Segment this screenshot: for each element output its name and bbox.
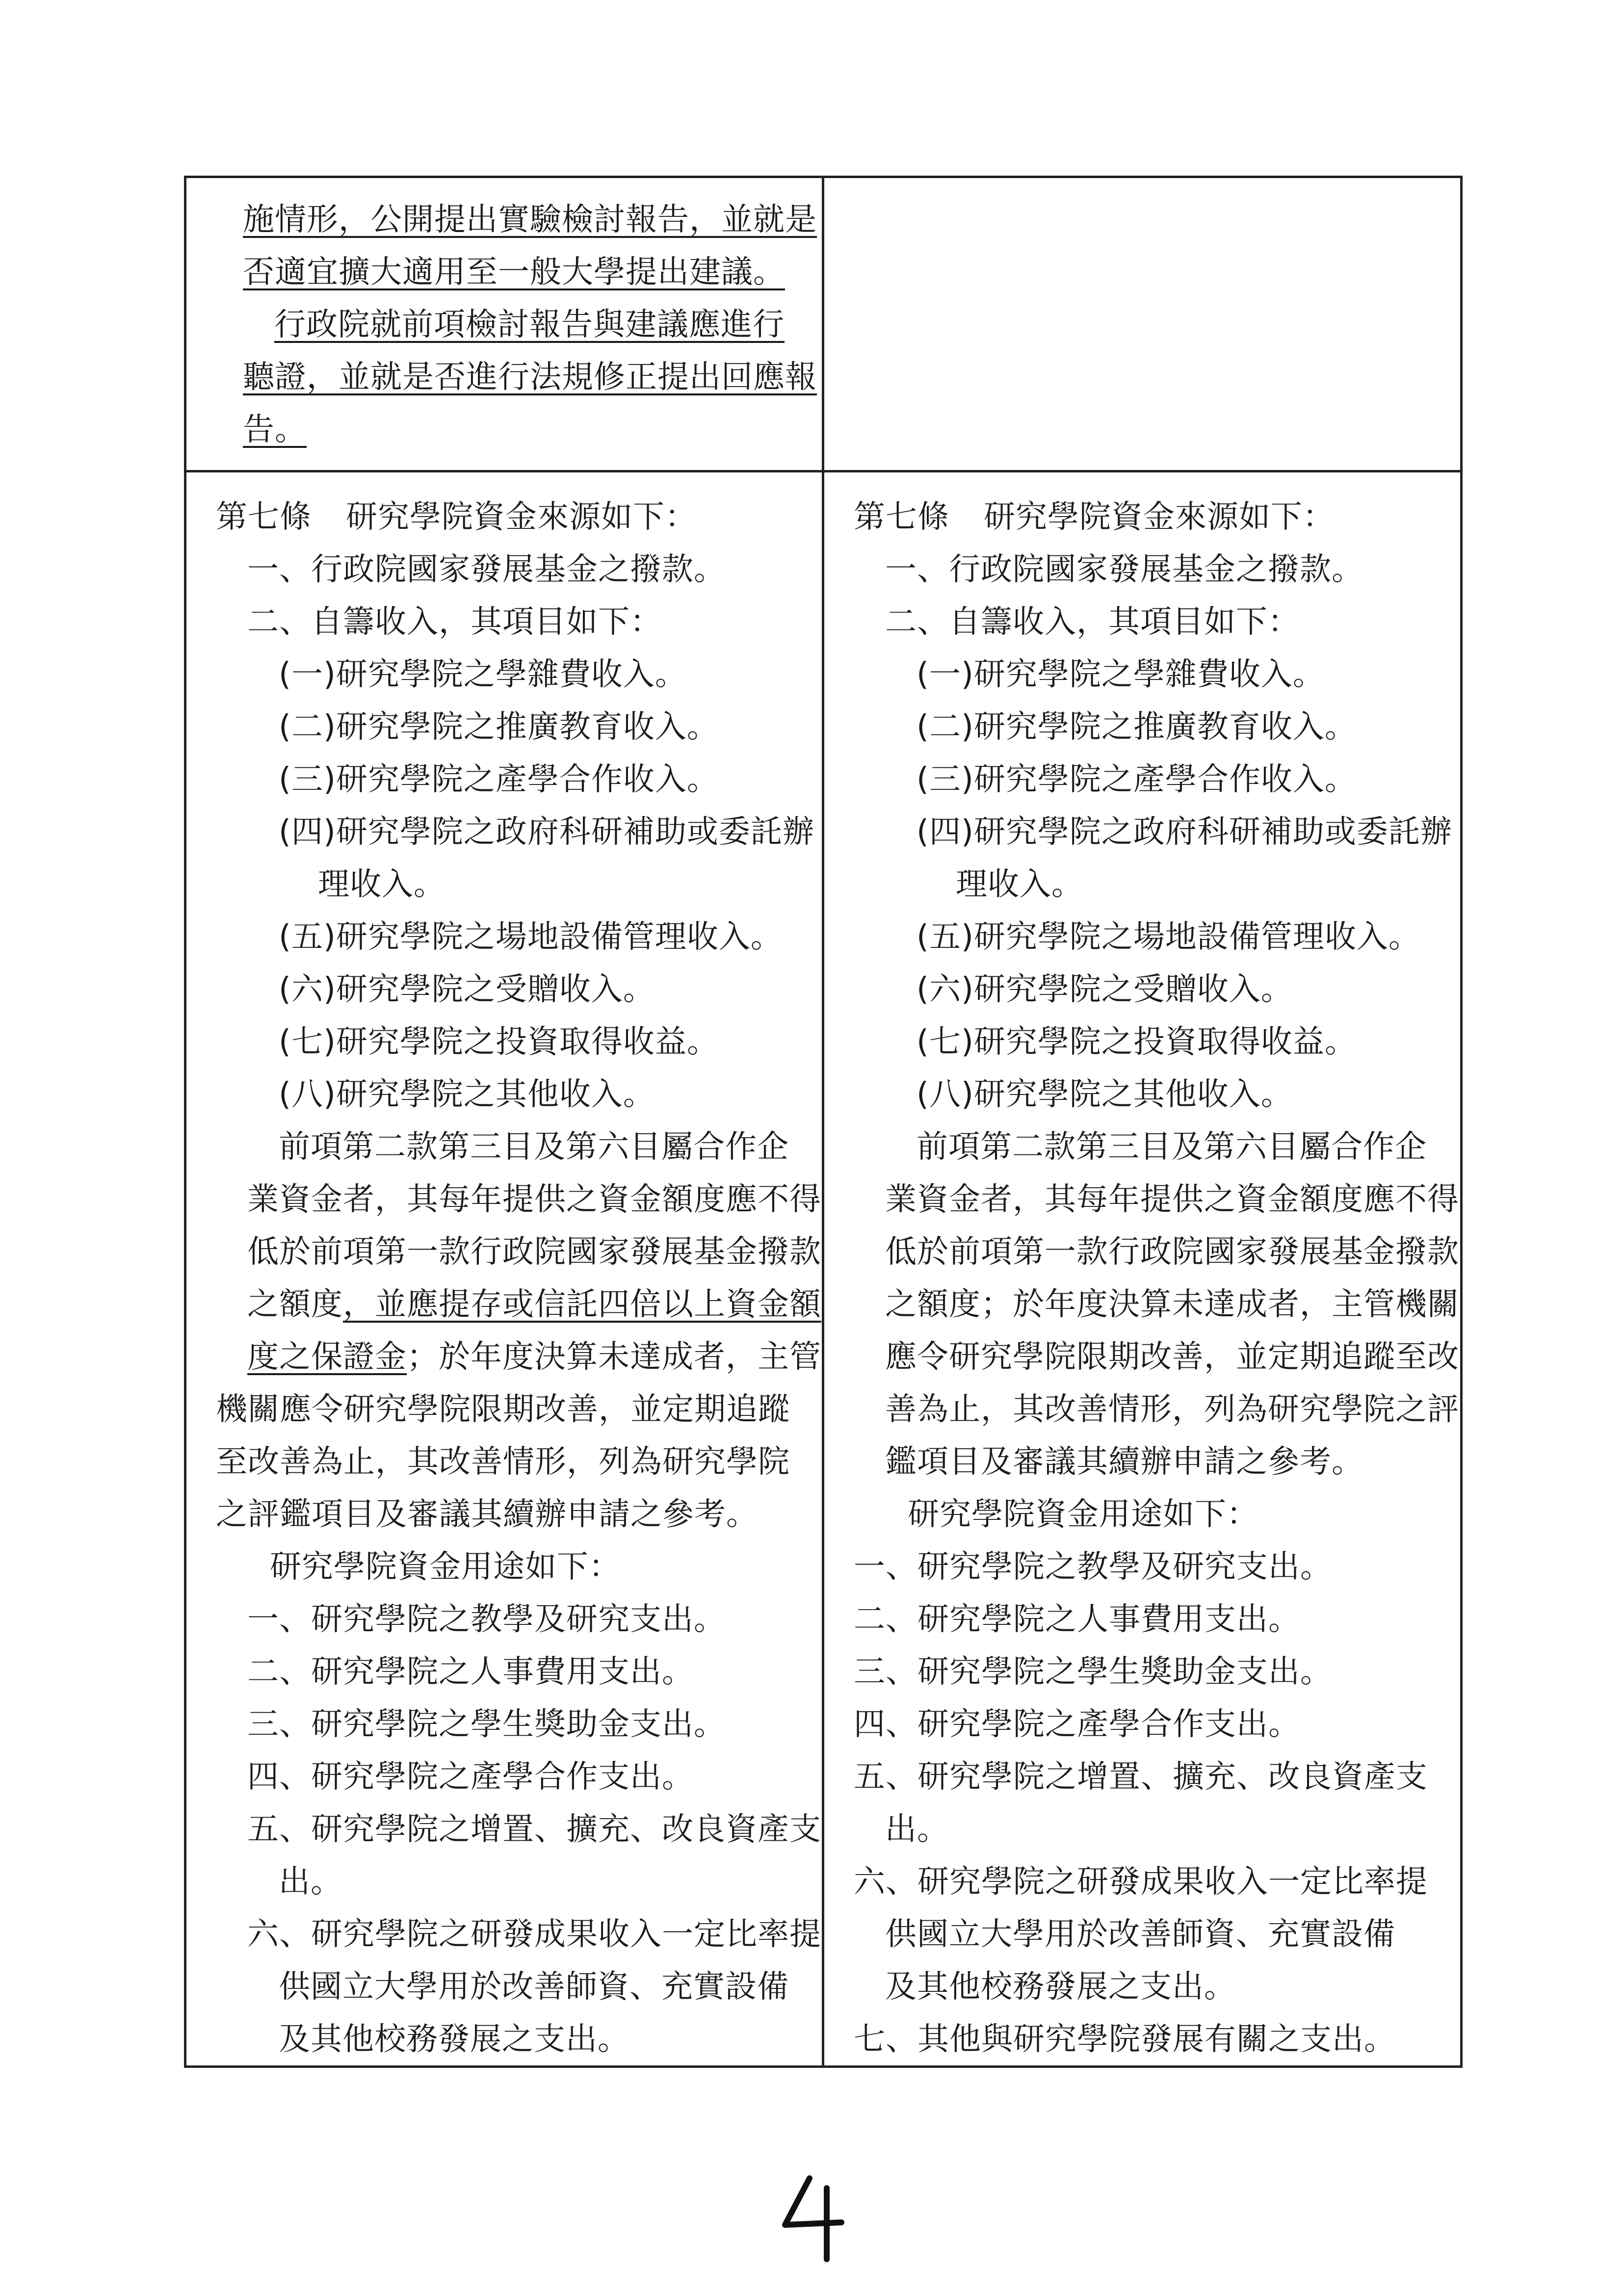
paragraph-line: 業資金者，其每年提供之資金額度應不得 bbox=[247, 1181, 821, 1218]
paragraph-line bbox=[243, 246, 783, 299]
list-item: 五、研究學院之增置、擴充、改良資產支 bbox=[247, 1811, 821, 1848]
list-item: (八)研究學院之其他收入。 bbox=[279, 1076, 655, 1113]
amended-text: 聽證，並就是否進行法規修正提出回應報 bbox=[243, 359, 817, 395]
list-item: 理收入。 bbox=[956, 866, 1083, 903]
list-item: (六)研究學院之受贈收入。 bbox=[279, 971, 655, 1008]
paragraph-line bbox=[243, 194, 817, 246]
comparison-table bbox=[184, 176, 1463, 2068]
list-item: (一)研究學院之學雜費收入。 bbox=[279, 656, 687, 693]
list-item: (五)研究學院之場地設備管理收入。 bbox=[279, 919, 783, 955]
amended-text: 施情形，公開提出實驗檢討報告，並就是 bbox=[243, 202, 817, 238]
list-item: 出。 bbox=[279, 1864, 342, 1900]
list-item: 及其他校務發展之支出。 bbox=[885, 1969, 1236, 2005]
article-7-amended bbox=[186, 472, 822, 2065]
table-cell-amended bbox=[185, 177, 823, 471]
paragraph-line: 應令研究學院限期改善，並定期追蹤至改 bbox=[885, 1339, 1459, 1375]
paragraph-line: 業資金者，其每年提供之資金額度應不得 bbox=[885, 1181, 1459, 1218]
text-span: ；於年度決算未達成者，主管 bbox=[407, 1339, 821, 1375]
list-item: (四)研究學院之政府科研補助或委託辦 bbox=[917, 814, 1452, 850]
article-7-original bbox=[824, 472, 1460, 2065]
source-item: 一、行政院國家發展基金之撥款。 bbox=[885, 551, 1363, 588]
page-number-text: 4 bbox=[775, 2168, 776, 2169]
list-item: 供國立大學用於改善師資、充實設備 bbox=[279, 1969, 789, 2005]
list-item: 六、研究學院之研發成果收入一定比率提 bbox=[247, 1916, 821, 1953]
list-item: 四、研究學院之產學合作支出。 bbox=[854, 1706, 1300, 1743]
amended-text: ，並應提存或信託四倍以上資金額 bbox=[343, 1286, 821, 1323]
amended-text: 行政院就前項檢討報告與建議應進行 bbox=[274, 307, 785, 343]
amended-text: 告。 bbox=[243, 412, 307, 448]
paragraph-line: 前項第二款第三目及第六目屬合作企 bbox=[279, 1129, 789, 1165]
table-cell-amended bbox=[185, 471, 823, 2067]
list-item: 理收入。 bbox=[318, 866, 445, 903]
list-item: (五)研究學院之場地設備管理收入。 bbox=[917, 919, 1420, 955]
paragraph-line: 低於前項第一款行政院國家發展基金撥款 bbox=[247, 1234, 821, 1270]
paragraph-line: 至改善為止，其改善情形，列為研究學院 bbox=[216, 1444, 790, 1480]
paragraph-line bbox=[243, 299, 783, 351]
table-cell-original bbox=[823, 471, 1462, 2067]
list-item: (六)研究學院之受贈收入。 bbox=[917, 971, 1293, 1008]
list-item: (七)研究學院之投資取得收益。 bbox=[917, 1024, 1357, 1060]
uses-heading: 研究學院資金用途如下： bbox=[908, 1496, 1258, 1533]
table-row bbox=[185, 471, 1462, 2067]
paragraph-line bbox=[243, 351, 817, 404]
amended-text: 度之保證金 bbox=[247, 1339, 407, 1375]
amended-text: 否適宜擴大適用至一般大學提出建議。 bbox=[243, 254, 785, 290]
list-item: 一、研究學院之教學及研究支出。 bbox=[854, 1549, 1332, 1585]
list-item: 二、研究學院之人事費用支出。 bbox=[247, 1654, 694, 1690]
paragraph-line: 善為止，其改善情形，列為研究學院之評 bbox=[885, 1391, 1459, 1428]
article-title: 研究學院資金來源如下： bbox=[984, 499, 1335, 535]
source-item: 一、行政院國家發展基金之撥款。 bbox=[247, 551, 726, 588]
list-item: 出。 bbox=[885, 1811, 949, 1848]
list-item: (八)研究學院之其他收入。 bbox=[917, 1076, 1293, 1113]
article-heading bbox=[854, 491, 1431, 544]
paragraph-line bbox=[216, 1278, 821, 1331]
table-row bbox=[185, 177, 1462, 471]
list-item: (三)研究學院之產學合作收入。 bbox=[279, 761, 719, 798]
list-item: (一)研究學院之學雜費收入。 bbox=[917, 656, 1325, 693]
list-item: 三、研究學院之學生獎助金支出。 bbox=[854, 1654, 1332, 1690]
list-item: (三)研究學院之產學合作收入。 bbox=[917, 761, 1357, 798]
paragraph-line bbox=[216, 1331, 821, 1383]
paragraph-line: 之評鑑項目及審議其續辦申請之參考。 bbox=[216, 1496, 758, 1533]
paragraph-line: 低於前項第一款行政院國家發展基金撥款 bbox=[885, 1234, 1459, 1270]
list-item: 三、研究學院之學生獎助金支出。 bbox=[247, 1706, 726, 1743]
list-item: 供國立大學用於改善師資、充實設備 bbox=[885, 1916, 1395, 1953]
source-item: 二、自籌收入，其項目如下： bbox=[885, 604, 1300, 640]
list-item: 五、研究學院之增置、擴充、改良資產支 bbox=[854, 1759, 1428, 1795]
list-item: 及其他校務發展之支出。 bbox=[279, 2021, 629, 2058]
paragraph-line: 機關應令研究學院限期改善，並定期追蹤 bbox=[216, 1391, 790, 1428]
paragraph-line: 之額度；於年度決算未達成者，主管機關 bbox=[885, 1286, 1459, 1323]
table-cell-original bbox=[823, 177, 1462, 471]
source-item: 二、自籌收入，其項目如下： bbox=[247, 604, 662, 640]
list-item: 一、研究學院之教學及研究支出。 bbox=[247, 1601, 726, 1638]
amended-text-block bbox=[186, 178, 822, 470]
page-number bbox=[775, 2168, 854, 2267]
article-number: 第七條 bbox=[854, 499, 949, 535]
list-item: (七)研究學院之投資取得收益。 bbox=[279, 1024, 719, 1060]
article-number: 第七條 bbox=[216, 499, 312, 535]
list-item: 二、研究學院之人事費用支出。 bbox=[854, 1601, 1300, 1638]
article-heading bbox=[216, 491, 792, 544]
list-item: (二)研究學院之推廣教育收入。 bbox=[917, 709, 1357, 745]
list-item: (四)研究學院之政府科研補助或委託辦 bbox=[279, 814, 814, 850]
uses-heading: 研究學院資金用途如下： bbox=[270, 1549, 621, 1585]
list-item: 四、研究學院之產學合作支出。 bbox=[247, 1759, 694, 1795]
paragraph-line: 前項第二款第三目及第六目屬合作企 bbox=[917, 1129, 1427, 1165]
list-item: 七、其他與研究學院發展有關之支出。 bbox=[854, 2021, 1396, 2058]
paragraph-line bbox=[243, 404, 783, 456]
paragraph-line: 鑑項目及審議其續辦申請之參考。 bbox=[885, 1444, 1363, 1480]
list-item: 六、研究學院之研發成果收入一定比率提 bbox=[854, 1864, 1428, 1900]
empty-cell bbox=[824, 178, 1460, 470]
article-title: 研究學院資金來源如下： bbox=[346, 499, 697, 535]
list-item: (二)研究學院之推廣教育收入。 bbox=[279, 709, 719, 745]
text-span: 之額度 bbox=[247, 1286, 343, 1323]
